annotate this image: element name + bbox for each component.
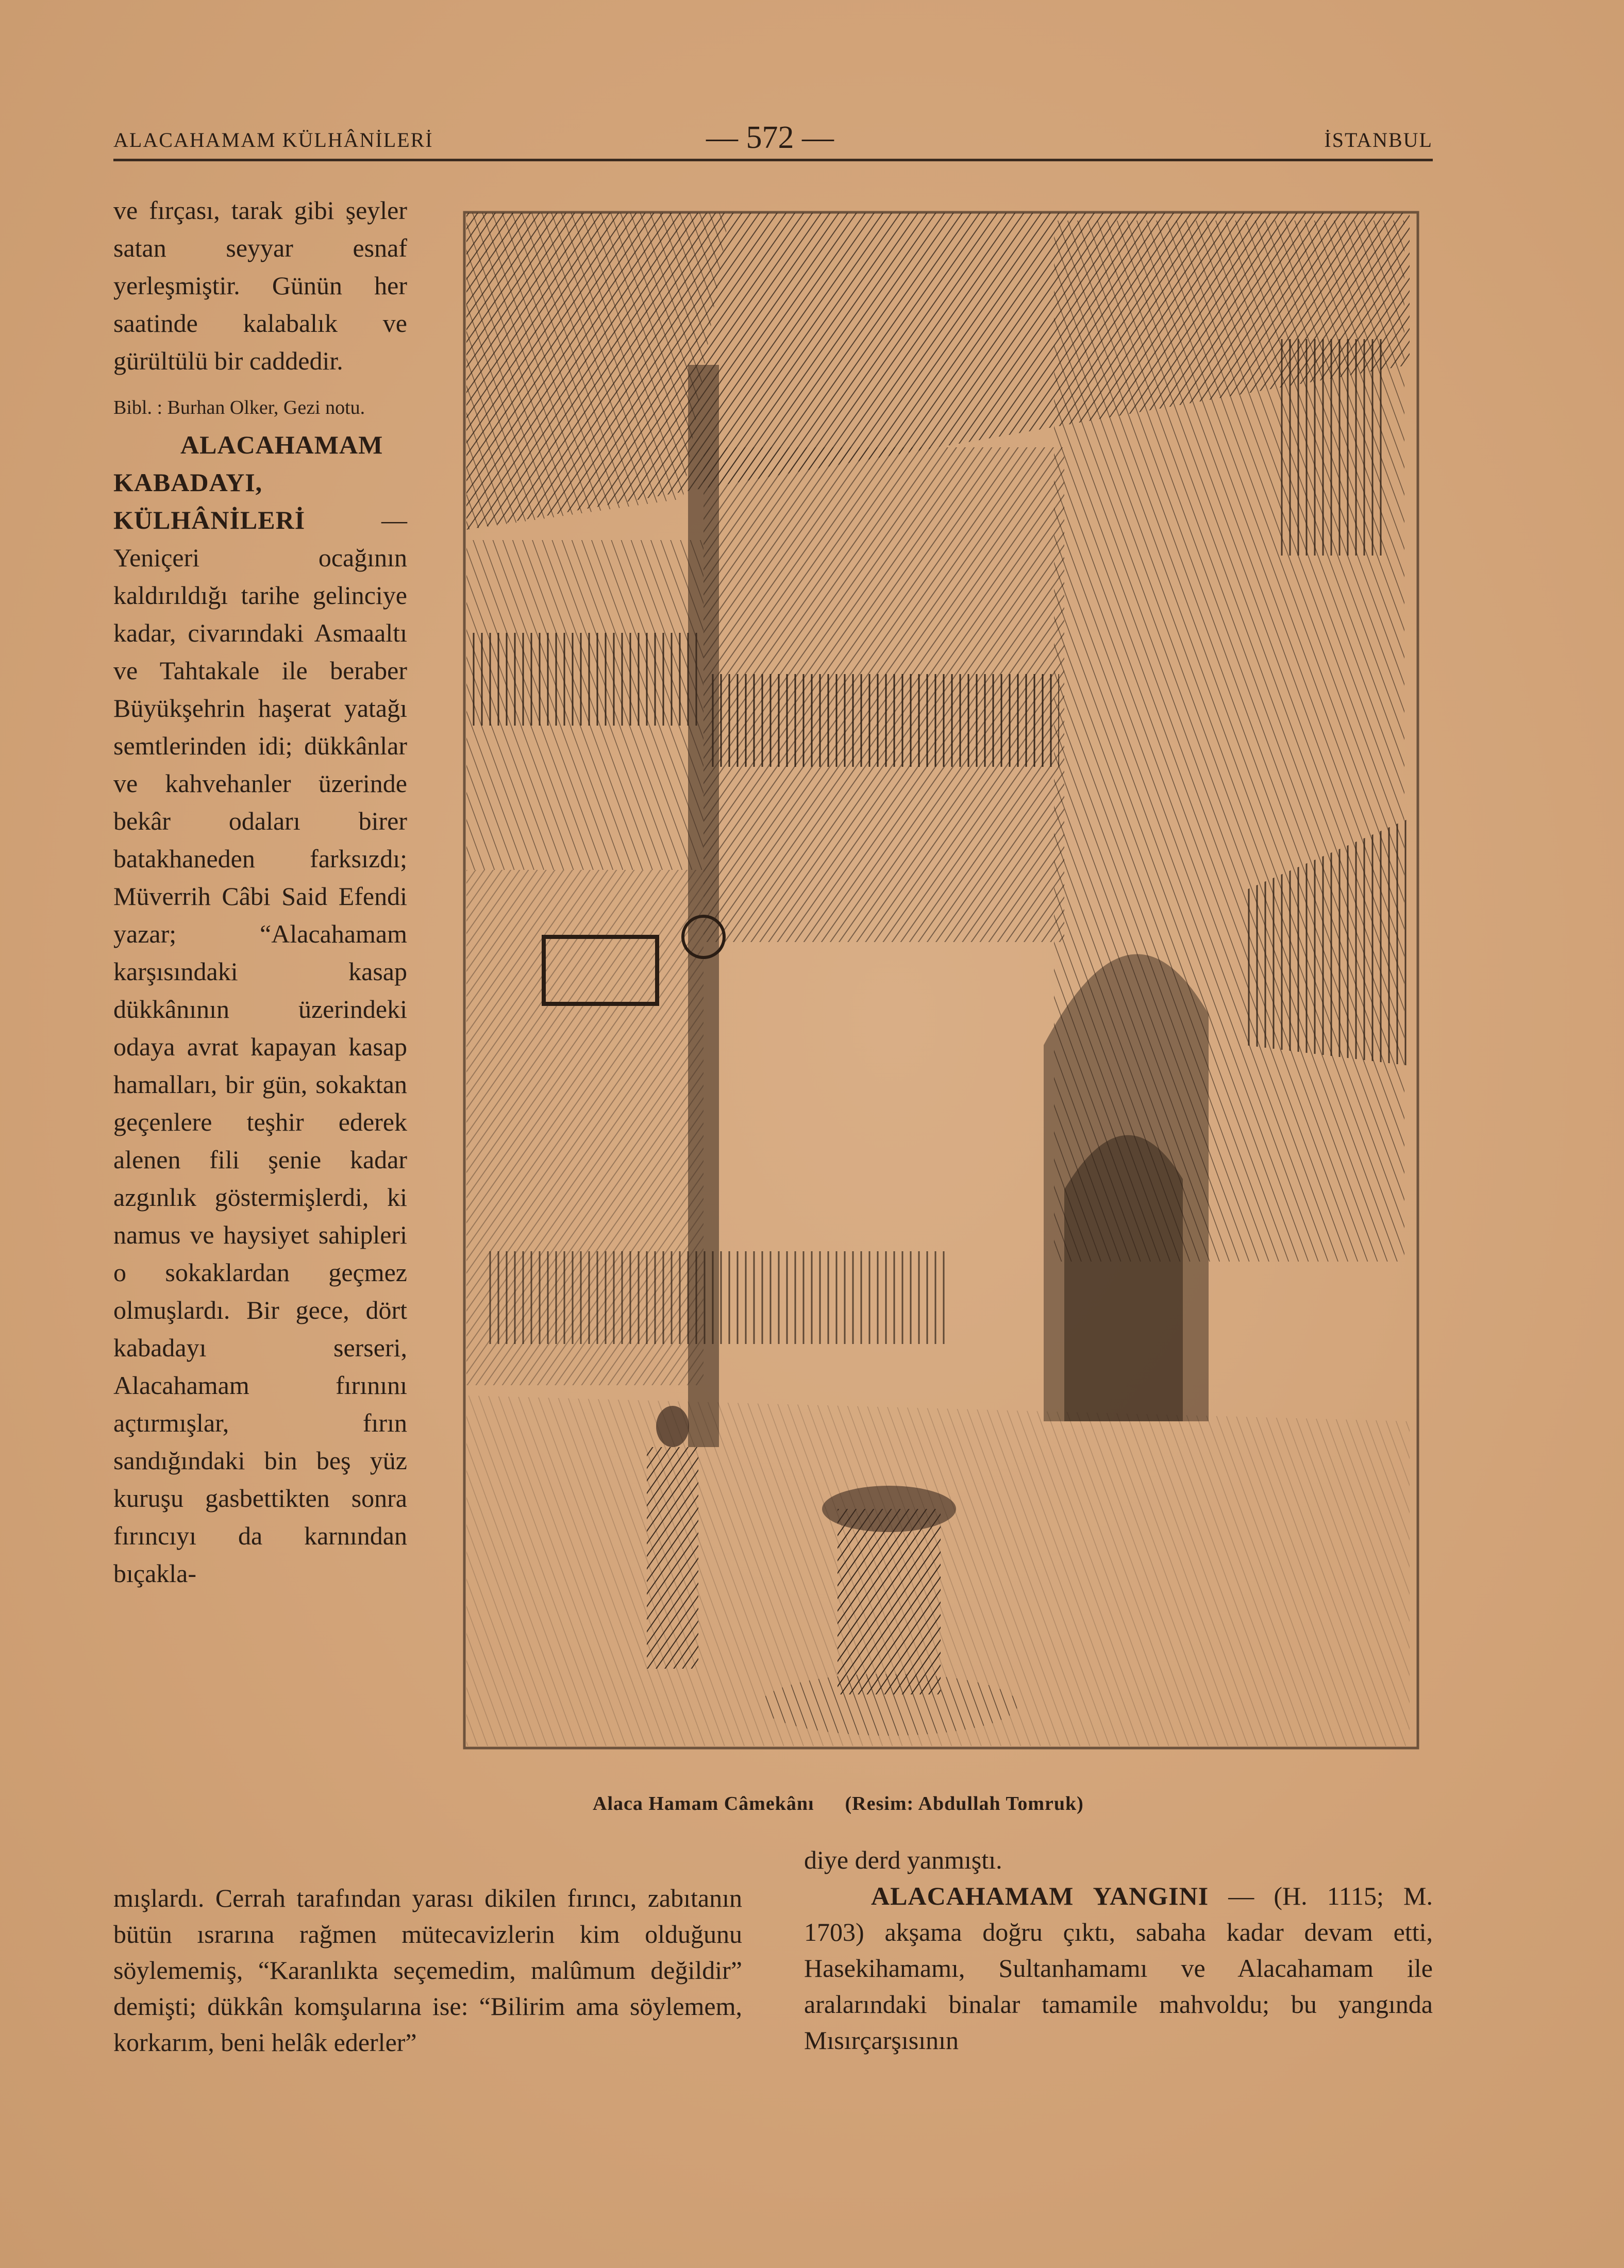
bottom-left-column <box>113 1880 742 2060</box>
header-section-title: ALACAHAMAM KÜLHÂNİLERİ <box>113 128 433 152</box>
caption-title: Alaca Hamam Câmekânı <box>593 1793 814 1815</box>
entry-kabadayi <box>113 426 407 1592</box>
illustration-hamam-interior <box>461 210 1425 1751</box>
page-number: — 572 — <box>706 120 834 155</box>
intro-paragraph: ve fırçası, tarak gibi şeyler satan seyyar esnaf yerleşmiştir. Günün her saatinde kalabalık ve gürültülü bir caddedir. <box>113 196 407 375</box>
running-header <box>113 120 1433 164</box>
bibliography-note: Bibl. : Burhan Olker, Gezi notu. <box>113 397 365 418</box>
bottom-right-continuation: diye derd yanmıştı. <box>804 1845 1002 1874</box>
entry-text-kabadayi: — Yeniçeri ocağının kaldırıldığı tarihe gelinciye kadar, civarındaki Asmaaltı ve Tahtakale ile beraber Büyükşehrin haşerat yatağı semtlerinden idi; dükkânlar ve kahvehanler üzerinde bekâr odaları birer batakhaneden farksızdı; Müverrih Câbi Said Efendi yazar; “Alacahamam karşısındaki kasap dükkânının üzerindeki odaya avrat kapayan kasap hamalları, bir gün, sokaktan geçenlere teşhir ederek alenen fili şenie kadar azgınlık göstermişlerdi, ki namus ve haysiyet sahipleri o sokaklardan geçmez olmuşlardı. Bir gece, dört kabadayı serseri, Alacahamam fırınını açtırmışlar, fırın sandığındaki bin beş yüz kuruşu gasbettikten sonra fırıncıyı da karnından bıçakla- <box>113 506 407 1588</box>
entry-title-kabadayi: ALACAHAMAM KABADAYI, KÜLHÂNİLERİ <box>113 430 383 534</box>
ink-drawing-image <box>461 210 1425 1751</box>
header-rule <box>113 159 1433 161</box>
figure-caption <box>593 1792 1366 1815</box>
entry-title-yangini: ALACAHAMAM YANGINI <box>871 1881 1209 1910</box>
caption-credit: (Resim: Abdullah Tomruk) <box>845 1793 1084 1815</box>
bottom-right-column <box>804 1842 1433 2058</box>
header-book-title: İSTANBUL <box>1324 128 1433 152</box>
bottom-left-paragraph: mışlardı. Cerrah tarafından yarası dikilen fırıncı, zabıtanın bütün ısrarına rağmen mütecavizlerin kim olduğunu söylememiş, “Karanlıkta seçemedim, malûmum değildir” demişti; dükkân komşularına ise: “Bilirim ama söylemem, korkarım, beni helâk ederler” <box>113 1884 742 2057</box>
entry-yangini <box>804 1878 1433 2058</box>
narrow-text-column <box>113 192 407 1592</box>
entry-text-yangini: — (H. 1115; M. 1703) akşama doğru çıktı, sabaha kadar devam etti, Hasekihamamı, Sultanhamamı ve Alacahamam ile aralarındaki binalar tamamile mahvoldu; bu yangında Mısırçarşısının <box>804 1881 1433 2055</box>
